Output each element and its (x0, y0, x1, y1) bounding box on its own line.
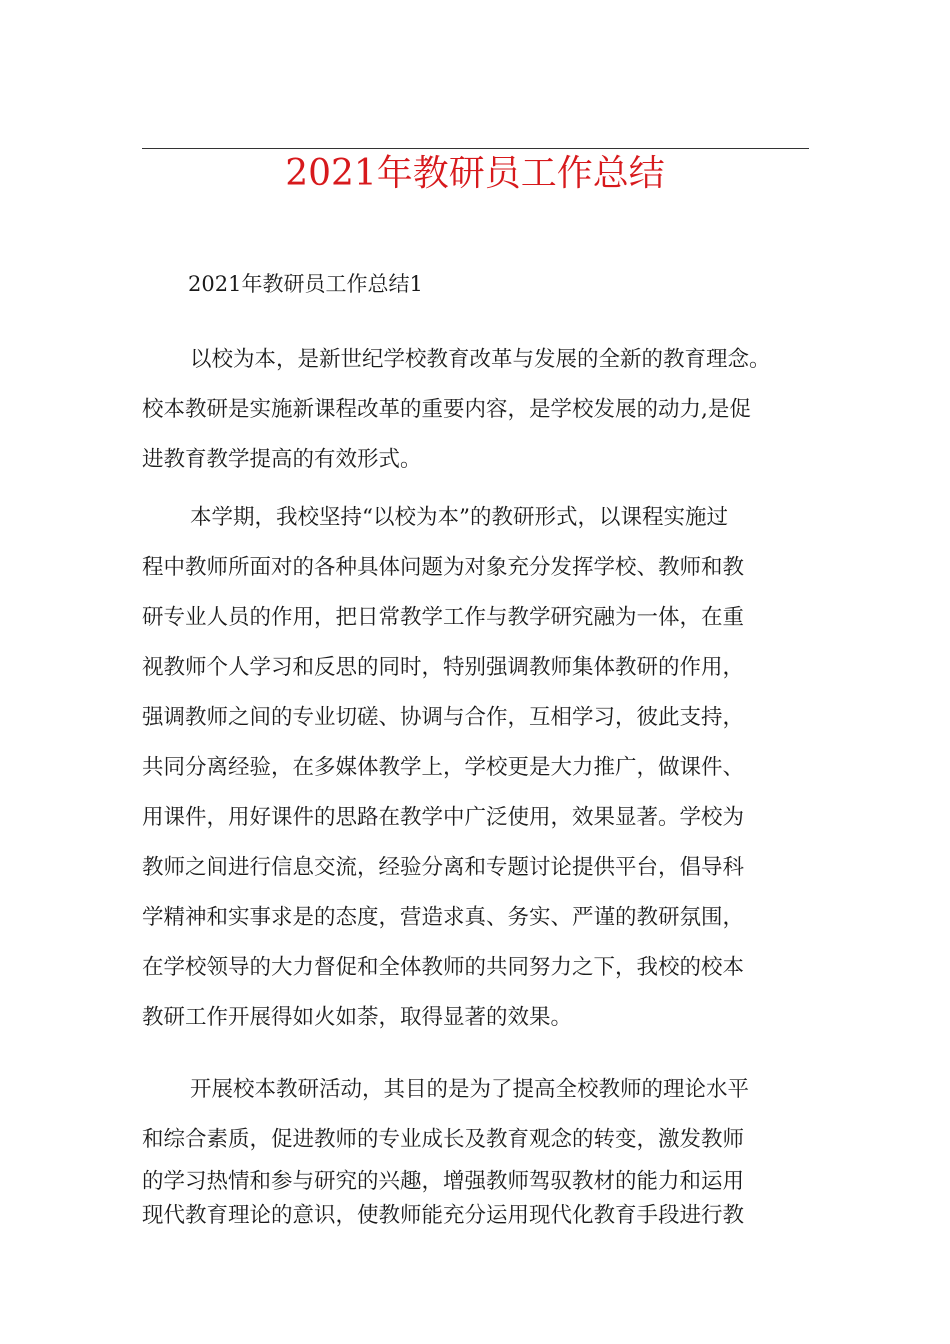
paragraph-line: 共同分离经验，在多媒体教学上，学校更是大力推广，做课件、 (142, 755, 745, 780)
document-title: 2021年教研员工作总结 (285, 153, 665, 194)
paragraph-line: 本学期，我校坚持“以校为本”的教研形式，以课程实施过 (190, 505, 728, 530)
paragraph-line: 的学习热情和参与研究的兴趣，增强教师驾驭教材的能力和运用 (142, 1169, 745, 1194)
paragraph-line: 和综合素质，促进教师的专业成长及教育观念的转变，激发教师 (142, 1127, 745, 1152)
paragraph-line: 校本教研是实施新课程改革的重要内容，是学校发展的动力,是促 (142, 397, 751, 422)
header-rule (142, 148, 809, 149)
paragraph-2 (142, 493, 822, 1043)
paragraph-line: 视教师个人学习和反思的同时，特别强调教师集体教研的作用， (142, 655, 745, 680)
paragraph-line: 进教育教学提高的有效形式。 (142, 447, 422, 472)
paragraph-line: 教师之间进行信息交流，经验分离和专题讨论提供平台，倡导科 (142, 855, 745, 880)
paragraph-1 (142, 335, 822, 485)
paragraph-line: 用课件，用好课件的思路在教学中广泛使用，效果显著。学校为 (142, 805, 745, 830)
paragraph-line: 现代教育理论的意识，使教师能充分运用现代化教育手段进行教 (142, 1203, 745, 1228)
paragraph-line: 教研工作开展得如火如荼，取得显著的效果。 (142, 1005, 573, 1030)
paragraph-line: 程中教师所面对的各种具体问题为对象充分发挥学校、教师和教 (142, 555, 745, 580)
paragraph-line: 开展校本教研活动，其目的是为了提高全校教师的理论水平 (190, 1077, 750, 1102)
paragraph-line: 以校为本，是新世纪学校教育改革与发展的全新的教育理念。 (190, 347, 771, 372)
paragraph-3 (142, 1065, 822, 1233)
paragraph-line: 学精神和实事求是的态度，营造求真、务实、严谨的教研氛围， (142, 905, 745, 930)
section-heading: 2021年教研员工作总结1 (188, 272, 423, 296)
paragraph-line: 在学校领导的大力督促和全体教师的共同努力之下，我校的校本 (142, 955, 745, 980)
paragraph-line: 强调教师之间的专业切磋、协调与合作，互相学习，彼此支持， (142, 705, 745, 730)
paragraph-line: 研专业人员的作用，把日常教学工作与教学研究融为一体，在重 (142, 605, 745, 630)
